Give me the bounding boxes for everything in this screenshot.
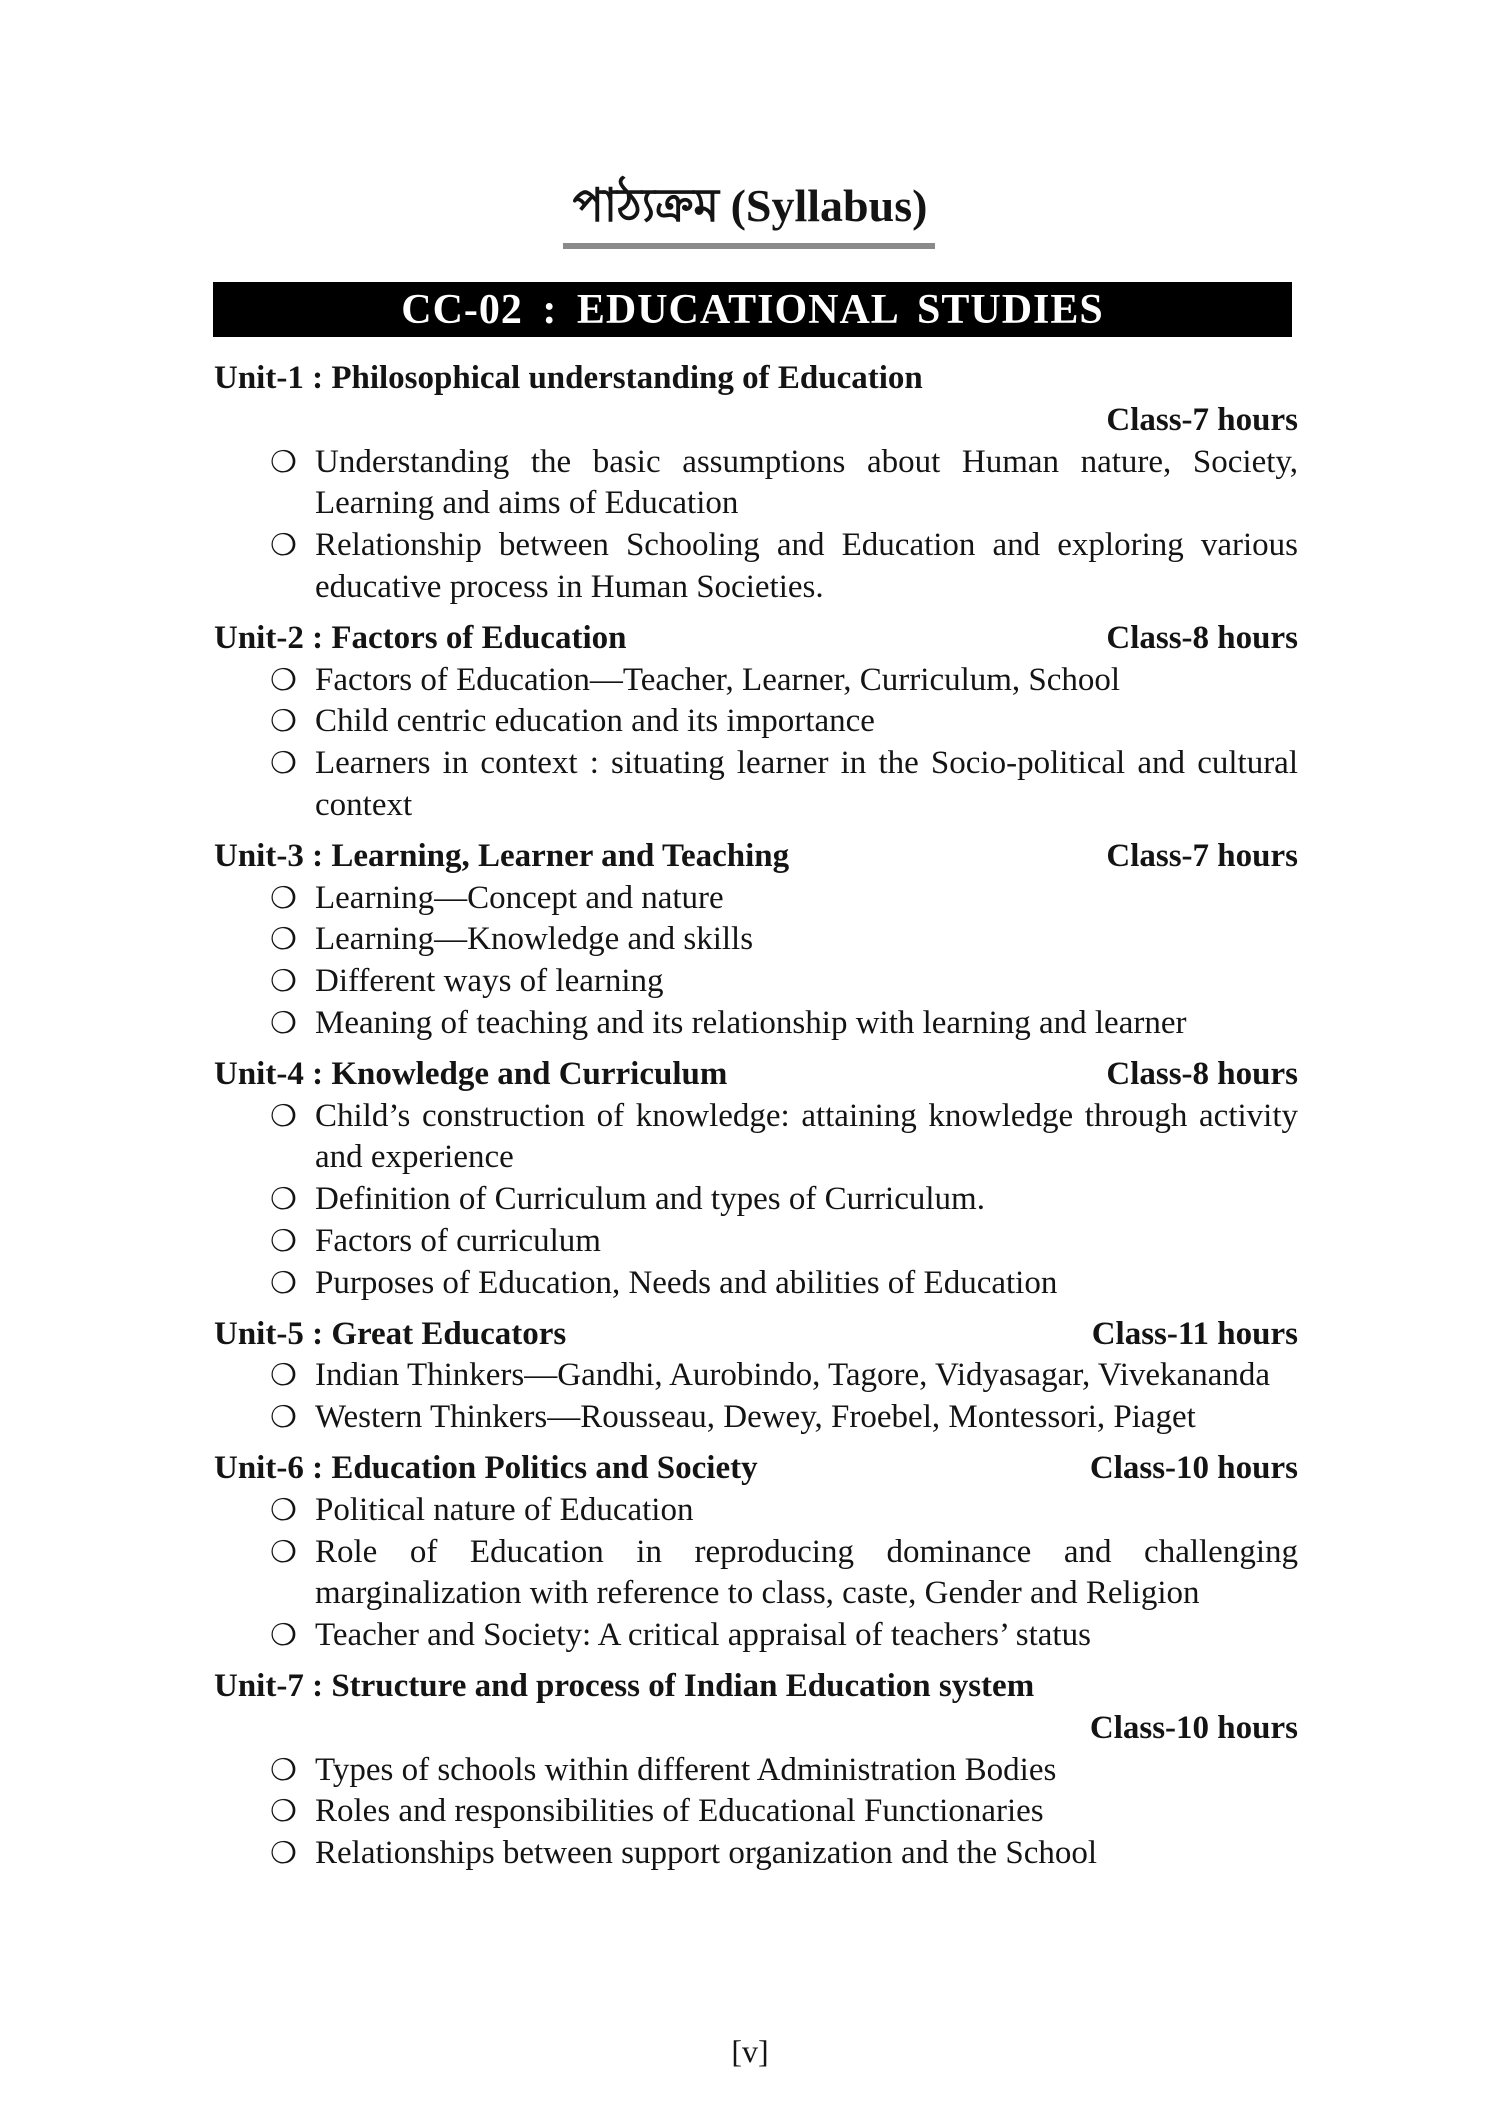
topic-text: Teacher and Society: A critical appraisal of teachers’ status	[315, 1617, 1091, 1654]
list-item	[214, 1532, 1298, 1616]
circle-bullet-icon: ❍	[270, 1753, 297, 1787]
circle-bullet-icon: ❍	[270, 1535, 297, 1569]
list-item	[214, 1221, 1298, 1263]
topic-text: Indian Thinkers—Gandhi, Aurobindo, Tagore, Vidyasagar, Vivekananda	[315, 1357, 1271, 1394]
list-item	[214, 743, 1298, 827]
list-item	[214, 1179, 1298, 1221]
unit-title: Unit-3 : Learning, Learner and Teaching	[214, 837, 790, 874]
topic-text: Learning—Concept and nature	[315, 879, 724, 916]
unit-title: Unit-2 : Factors of Education	[214, 619, 627, 656]
topic-text: Understanding the basic assumptions about Human nature, Society, Learning and aims of Education	[315, 443, 1298, 522]
topic-text: Political nature of Education	[315, 1491, 694, 1528]
topic-text: Roles and responsibilities of Educational Functionaries	[315, 1793, 1044, 1830]
circle-bullet-icon: ❍	[270, 881, 297, 915]
unit-heading	[214, 1666, 1298, 1750]
unit-topic-list	[214, 1750, 1298, 1875]
list-item	[214, 1355, 1298, 1397]
circle-bullet-icon: ❍	[270, 1183, 297, 1217]
unit-heading	[214, 358, 1298, 442]
list-item	[214, 1490, 1298, 1532]
circle-bullet-icon: ❍	[270, 1266, 297, 1300]
list-item	[214, 1791, 1298, 1833]
unit-heading	[214, 1314, 1298, 1356]
list-item	[214, 878, 1298, 920]
list-item	[214, 442, 1298, 526]
unit-section	[214, 1448, 1298, 1657]
topic-text: Purposes of Education, Needs and abilities of Education	[315, 1264, 1058, 1301]
unit-hours: Class-10 hours	[1089, 1709, 1298, 1746]
unit-section	[214, 1666, 1298, 1875]
circle-bullet-icon: ❍	[270, 663, 297, 697]
circle-bullet-icon: ❍	[270, 1401, 297, 1435]
unit-heading	[214, 1054, 1298, 1096]
topic-text: Factors of curriculum	[315, 1222, 601, 1259]
unit-title: Unit-5 : Great Educators	[214, 1315, 567, 1352]
list-item	[214, 1615, 1298, 1657]
topic-text: Role of Education in reproducing dominance and challenging marginalization with reference to class, caste, Gender and Religion	[315, 1533, 1298, 1612]
circle-bullet-icon: ❍	[270, 705, 297, 739]
list-item	[214, 660, 1298, 702]
unit-section	[214, 836, 1298, 1045]
list-item	[214, 525, 1298, 609]
list-item	[214, 1003, 1298, 1045]
page-number: [v]	[731, 2033, 769, 2069]
topic-text: Learning—Knowledge and skills	[315, 921, 754, 958]
circle-bullet-icon: ❍	[270, 1795, 297, 1829]
list-item	[214, 1263, 1298, 1305]
unit-topic-list	[214, 660, 1298, 827]
unit-title: Unit-1 : Philosophical understanding of Education	[214, 360, 923, 396]
unit-heading	[214, 836, 1298, 878]
unit-section	[214, 1314, 1298, 1439]
topic-text: Different ways of learning	[315, 963, 664, 1000]
topic-text: Child centric education and its importance	[315, 703, 875, 740]
unit-hours: Class-7 hours	[1106, 401, 1298, 438]
circle-bullet-icon: ❍	[270, 747, 297, 781]
unit-title: Unit-4 : Knowledge and Curriculum	[214, 1055, 728, 1092]
topic-text: Relationships between support organization and the School	[315, 1835, 1098, 1872]
list-item	[214, 919, 1298, 961]
unit-topic-list	[214, 442, 1298, 609]
circle-bullet-icon: ❍	[270, 1224, 297, 1258]
title-english: (Syllabus)	[730, 180, 928, 231]
unit-topic-list	[214, 1490, 1298, 1657]
unit-topic-list	[214, 878, 1298, 1045]
circle-bullet-icon: ❍	[270, 1359, 297, 1393]
list-item	[214, 961, 1298, 1003]
unit-heading	[214, 1448, 1298, 1490]
topic-text: Relationship between Schooling and Education and exploring various educative process in Human Societies.	[315, 527, 1298, 605]
topic-text: Child’s construction of knowledge: attaining knowledge through activity and experience	[315, 1097, 1298, 1176]
topic-text: Meaning of teaching and its relationship with learning and learner	[315, 1004, 1187, 1041]
unit-title: Unit-6 : Education Politics and Society	[214, 1449, 758, 1486]
circle-bullet-icon: ❍	[270, 965, 297, 999]
circle-bullet-icon: ❍	[270, 1099, 297, 1133]
circle-bullet-icon: ❍	[270, 1493, 297, 1527]
title-bengali: পাঠ্যক্রম	[572, 180, 720, 231]
topic-text: Western Thinkers—Rousseau, Dewey, Froebel, Montessori, Piaget	[315, 1399, 1196, 1436]
units-list	[214, 358, 1298, 1875]
unit-topic-list	[214, 1096, 1298, 1305]
unit-heading	[214, 618, 1298, 660]
unit-hours: Class-11 hours	[1091, 1315, 1298, 1352]
circle-bullet-icon: ❍	[270, 445, 297, 479]
unit-hours: Class-8 hours	[1106, 619, 1298, 656]
unit-section	[214, 618, 1298, 827]
unit-hours: Class-8 hours	[1106, 1055, 1298, 1092]
unit-hours: Class-10 hours	[1089, 1449, 1298, 1486]
list-item	[214, 1397, 1298, 1439]
unit-section	[214, 358, 1298, 609]
topic-text: Types of schools within different Administration Bodies	[315, 1751, 1057, 1788]
circle-bullet-icon: ❍	[270, 1837, 297, 1871]
topic-text: Factors of Education—Teacher, Learner, Curriculum, School	[315, 661, 1121, 698]
list-item	[214, 1833, 1298, 1875]
page-title	[0, 176, 1500, 236]
unit-hours: Class-7 hours	[1106, 837, 1298, 874]
topic-text: Definition of Curriculum and types of Curriculum.	[315, 1181, 985, 1218]
circle-bullet-icon: ❍	[270, 529, 297, 563]
unit-topic-list	[214, 1355, 1298, 1439]
course-title-band: CC-02 : EDUCATIONAL STUDIES	[213, 282, 1292, 337]
unit-section	[214, 1054, 1298, 1305]
title-underline	[563, 243, 935, 249]
unit-title: Unit-7 : Structure and process of Indian Education system	[214, 1667, 1035, 1704]
circle-bullet-icon: ❍	[270, 1006, 297, 1040]
circle-bullet-icon: ❍	[270, 1619, 297, 1653]
circle-bullet-icon: ❍	[270, 923, 297, 957]
topic-text: Learners in context : situating learner in the Socio-political and cultural context	[315, 745, 1298, 823]
list-item	[214, 701, 1298, 743]
list-item	[214, 1750, 1298, 1792]
list-item	[214, 1096, 1298, 1180]
